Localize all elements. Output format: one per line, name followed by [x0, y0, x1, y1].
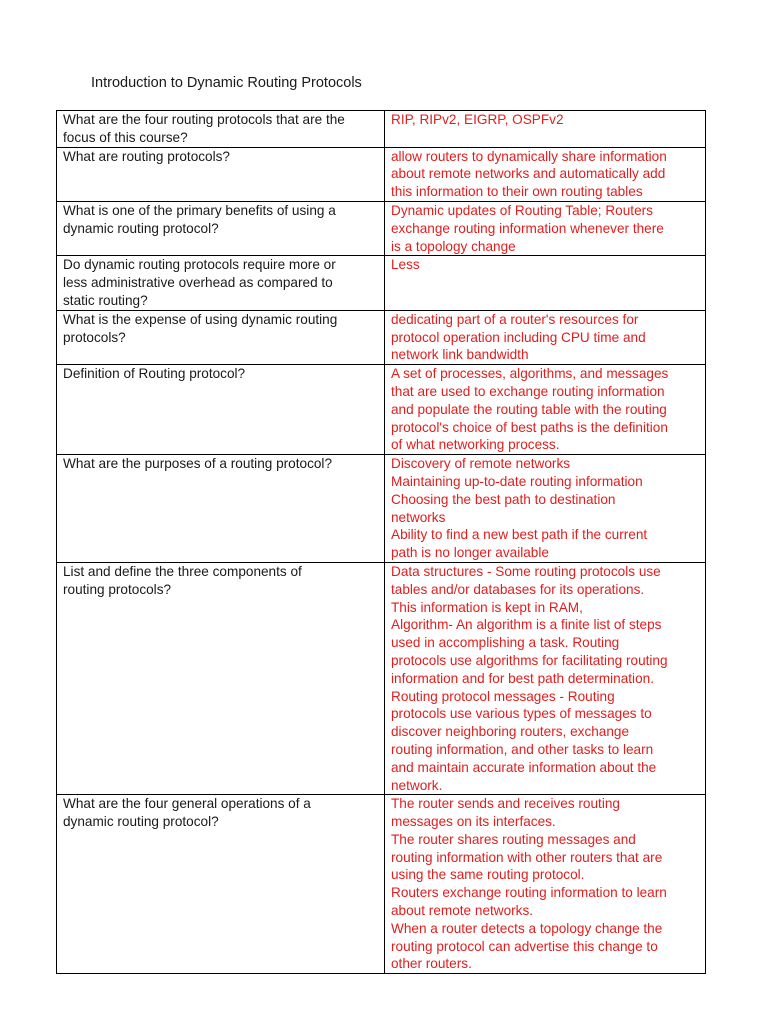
- answer-line: and maintain accurate information about the: [391, 759, 657, 775]
- answer-line: Maintaining up-to-date routing information: [391, 473, 643, 489]
- answer-line: path is no longer available: [391, 545, 549, 561]
- qa-table: [56, 110, 706, 974]
- question-cell: [57, 256, 385, 310]
- answer-cell: [385, 256, 706, 310]
- question-line: focus of this course?: [63, 129, 188, 145]
- answer-line: is a topology change: [391, 238, 516, 254]
- answer-cell: [385, 365, 706, 455]
- answer-line: When a router detects a topology change the: [391, 920, 663, 936]
- question-cell: [57, 310, 385, 364]
- answer-line: Algorithm- An algorithm is a finite list of steps: [391, 617, 662, 633]
- question-cell: [57, 562, 385, 794]
- answer-line: protocols use various types of messages to: [391, 706, 652, 722]
- answer-line: exchange routing information whenever there: [391, 220, 664, 236]
- table-row: [57, 795, 706, 974]
- answer-line: routing protocol can advertise this change to: [391, 938, 658, 954]
- answer-line: messages on its interfaces.: [391, 814, 556, 830]
- question-line: What are routing protocols?: [63, 148, 230, 164]
- answer-line: and populate the routing table with the routing: [391, 401, 667, 417]
- answer-line: Less: [391, 257, 420, 273]
- answer-cell: [385, 562, 706, 794]
- answer-line: The router sends and receives routing: [391, 796, 620, 812]
- answer-line: tables and/or databases for its operations.: [391, 581, 645, 597]
- answer-line: protocol's choice of best paths is the definition: [391, 419, 668, 435]
- answer-line: other routers.: [391, 956, 472, 972]
- answer-line: Routing protocol messages - Routing: [391, 688, 615, 704]
- answer-line: The router shares routing messages and: [391, 831, 636, 847]
- answer-line: network.: [391, 777, 443, 793]
- question-line: protocols?: [63, 329, 126, 345]
- answer-line: Data structures - Some routing protocols use: [391, 563, 661, 579]
- answer-cell: [385, 201, 706, 255]
- table-row: [57, 310, 706, 364]
- question-cell: [57, 147, 385, 201]
- question-cell: [57, 795, 385, 974]
- answer-line: dedicating part of a router's resources for: [391, 311, 639, 327]
- answer-line: A set of processes, algorithms, and messages: [391, 366, 669, 382]
- question-line: What are the purposes of a routing protocol?: [63, 456, 333, 472]
- table-row: [57, 365, 706, 455]
- answer-line: used in accomplishing a task. Routing: [391, 635, 620, 651]
- question-line: dynamic routing protocol?: [63, 220, 219, 236]
- question-line: What is one of the primary benefits of using a: [63, 202, 336, 218]
- table-row: [57, 256, 706, 310]
- answer-line: Routers exchange routing information to learn: [391, 885, 667, 901]
- question-cell: [57, 111, 385, 148]
- question-line: What are the four routing protocols that are the: [63, 112, 345, 127]
- answer-line: about remote networks and automatically add: [391, 166, 666, 182]
- question-line: less administrative overhead as compared to: [63, 275, 333, 291]
- question-line: dynamic routing protocol?: [63, 814, 219, 830]
- answer-cell: [385, 147, 706, 201]
- answer-line: protocols use algorithms for facilitating routing: [391, 652, 668, 668]
- table-row: [57, 201, 706, 255]
- answer-line: about remote networks.: [391, 903, 534, 919]
- question-cell: [57, 365, 385, 455]
- answer-cell: [385, 111, 706, 148]
- question-line: static routing?: [63, 292, 148, 308]
- answer-line: Ability to find a new best path if the current: [391, 527, 648, 543]
- question-line: List and define the three components of: [63, 563, 302, 579]
- answer-line: protocol operation including CPU time and: [391, 329, 646, 345]
- answer-line: This information is kept in RAM,: [391, 599, 583, 615]
- answer-line: allow routers to dynamically share information: [391, 148, 667, 164]
- document-title: Introduction to Dynamic Routing Protocols: [91, 75, 362, 91]
- answer-cell: [385, 310, 706, 364]
- answer-line: routing information, and other tasks to learn: [391, 741, 654, 757]
- answer-line: of what networking process.: [391, 437, 560, 453]
- answer-cell: [385, 795, 706, 974]
- answer-line: using the same routing protocol.: [391, 867, 585, 883]
- question-line: What is the expense of using dynamic routing: [63, 311, 338, 327]
- table-row: [57, 562, 706, 794]
- question-cell: [57, 455, 385, 563]
- answer-line: RIP, RIPv2, EIGRP, OSPFv2: [391, 112, 564, 127]
- answer-line: networks: [391, 509, 446, 525]
- answer-line: this information to their own routing tables: [391, 184, 643, 200]
- answer-line: information and for best path determination.: [391, 670, 654, 686]
- question-line: Do dynamic routing protocols require more or: [63, 257, 336, 273]
- answer-line: Dynamic updates of Routing Table; Routers: [391, 202, 653, 218]
- table-row: [57, 455, 706, 563]
- answer-line: network link bandwidth: [391, 347, 529, 363]
- answer-line: discover neighboring routers, exchange: [391, 724, 630, 740]
- table-row: [57, 147, 706, 201]
- table-row: [57, 111, 706, 148]
- answer-line: Discovery of remote networks: [391, 456, 571, 472]
- question-cell: [57, 201, 385, 255]
- answer-line: Choosing the best path to destination: [391, 491, 616, 507]
- answer-line: routing information with other routers that are: [391, 849, 663, 865]
- question-line: Definition of Routing protocol?: [63, 366, 246, 382]
- answer-cell: [385, 455, 706, 563]
- question-line: What are the four general operations of a: [63, 796, 311, 812]
- question-line: routing protocols?: [63, 581, 172, 597]
- answer-line: that are used to exchange routing information: [391, 383, 665, 399]
